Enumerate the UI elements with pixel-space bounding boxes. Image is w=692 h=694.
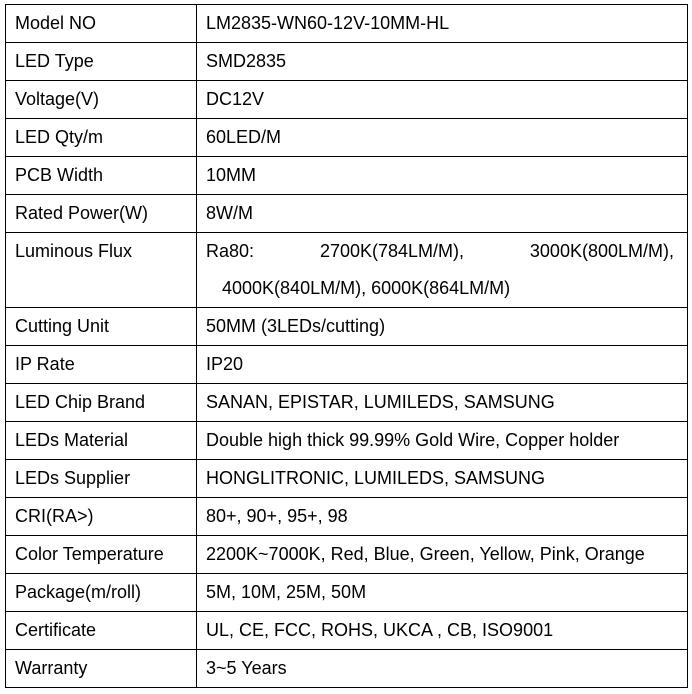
- table-row: [6, 422, 688, 460]
- row-value-color-temperature: 2200K~7000K, Red, Blue, Green, Yellow, Pink, Orange: [197, 536, 688, 574]
- row-label-led-chip-brand: LED Chip Brand: [6, 384, 197, 422]
- row-label-color-temperature: Color Temperature: [6, 536, 197, 574]
- row-label-warranty: Warranty: [6, 650, 197, 688]
- table-row: [6, 574, 688, 612]
- row-label-luminous-flux: Luminous Flux: [6, 233, 197, 308]
- table-row: [6, 233, 688, 308]
- table-row: [6, 612, 688, 650]
- row-value-ip-rate: IP20: [197, 346, 688, 384]
- flux-line-1: [206, 241, 678, 261]
- row-value-model-no: LM2835-WN60-12V-10MM-HL: [197, 5, 688, 43]
- row-label-certificate: Certificate: [6, 612, 197, 650]
- row-label-package: Package(m/roll): [6, 574, 197, 612]
- row-label-voltage: Voltage(V): [6, 81, 197, 119]
- row-value-luminous-flux: [197, 233, 688, 308]
- row-label-ip-rate: IP Rate: [6, 346, 197, 384]
- row-label-cri: CRI(RA>): [6, 498, 197, 536]
- row-label-led-qty: LED Qty/m: [6, 119, 197, 157]
- row-value-cutting-unit: 50MM (3LEDs/cutting): [197, 308, 688, 346]
- row-label-model-no: Model NO: [6, 5, 197, 43]
- spec-table: [5, 4, 688, 688]
- row-value-leds-material: Double high thick 99.99% Gold Wire, Copper holder: [197, 422, 688, 460]
- row-value-led-type: SMD2835: [197, 43, 688, 81]
- flux-ra: Ra80:: [206, 241, 255, 261]
- table-row: [6, 195, 688, 233]
- table-row: [6, 43, 688, 81]
- table-row: [6, 81, 688, 119]
- row-value-voltage: DC12V: [197, 81, 688, 119]
- table-row: [6, 5, 688, 43]
- row-value-cri: 80+, 90+, 95+, 98: [197, 498, 688, 536]
- flux-3000k: 3000K(800LM/M),: [529, 241, 674, 261]
- flux-line-2: 4000K(840LM/M), 6000K(864LM/M): [222, 278, 511, 298]
- row-value-led-qty: 60LED/M: [197, 119, 688, 157]
- row-value-warranty: 3~5 Years: [197, 650, 688, 688]
- row-value-pcb-width: 10MM: [197, 157, 688, 195]
- table-row: [6, 308, 688, 346]
- row-value-led-chip-brand: SANAN, EPISTAR, LUMILEDS, SAMSUNG: [197, 384, 688, 422]
- row-value-certificate: UL, CE, FCC, ROHS, UKCA , CB, ISO9001: [197, 612, 688, 650]
- row-label-pcb-width: PCB Width: [6, 157, 197, 195]
- row-label-led-type: LED Type: [6, 43, 197, 81]
- row-label-leds-supplier: LEDs Supplier: [6, 460, 197, 498]
- table-row: [6, 119, 688, 157]
- table-row: [6, 384, 688, 422]
- table-row: [6, 460, 688, 498]
- table-row: [6, 346, 688, 384]
- row-value-leds-supplier: HONGLITRONIC, LUMILEDS, SAMSUNG: [197, 460, 688, 498]
- flux-2700k: 2700K(784LM/M),: [319, 241, 465, 261]
- table-row: [6, 498, 688, 536]
- row-label-cutting-unit: Cutting Unit: [6, 308, 197, 346]
- row-label-leds-material: LEDs Material: [6, 422, 197, 460]
- table-row: [6, 536, 688, 574]
- table-row: [6, 650, 688, 688]
- row-label-rated-power: Rated Power(W): [6, 195, 197, 233]
- row-value-rated-power: 8W/M: [197, 195, 688, 233]
- row-value-package: 5M, 10M, 25M, 50M: [197, 574, 688, 612]
- table-row: [6, 157, 688, 195]
